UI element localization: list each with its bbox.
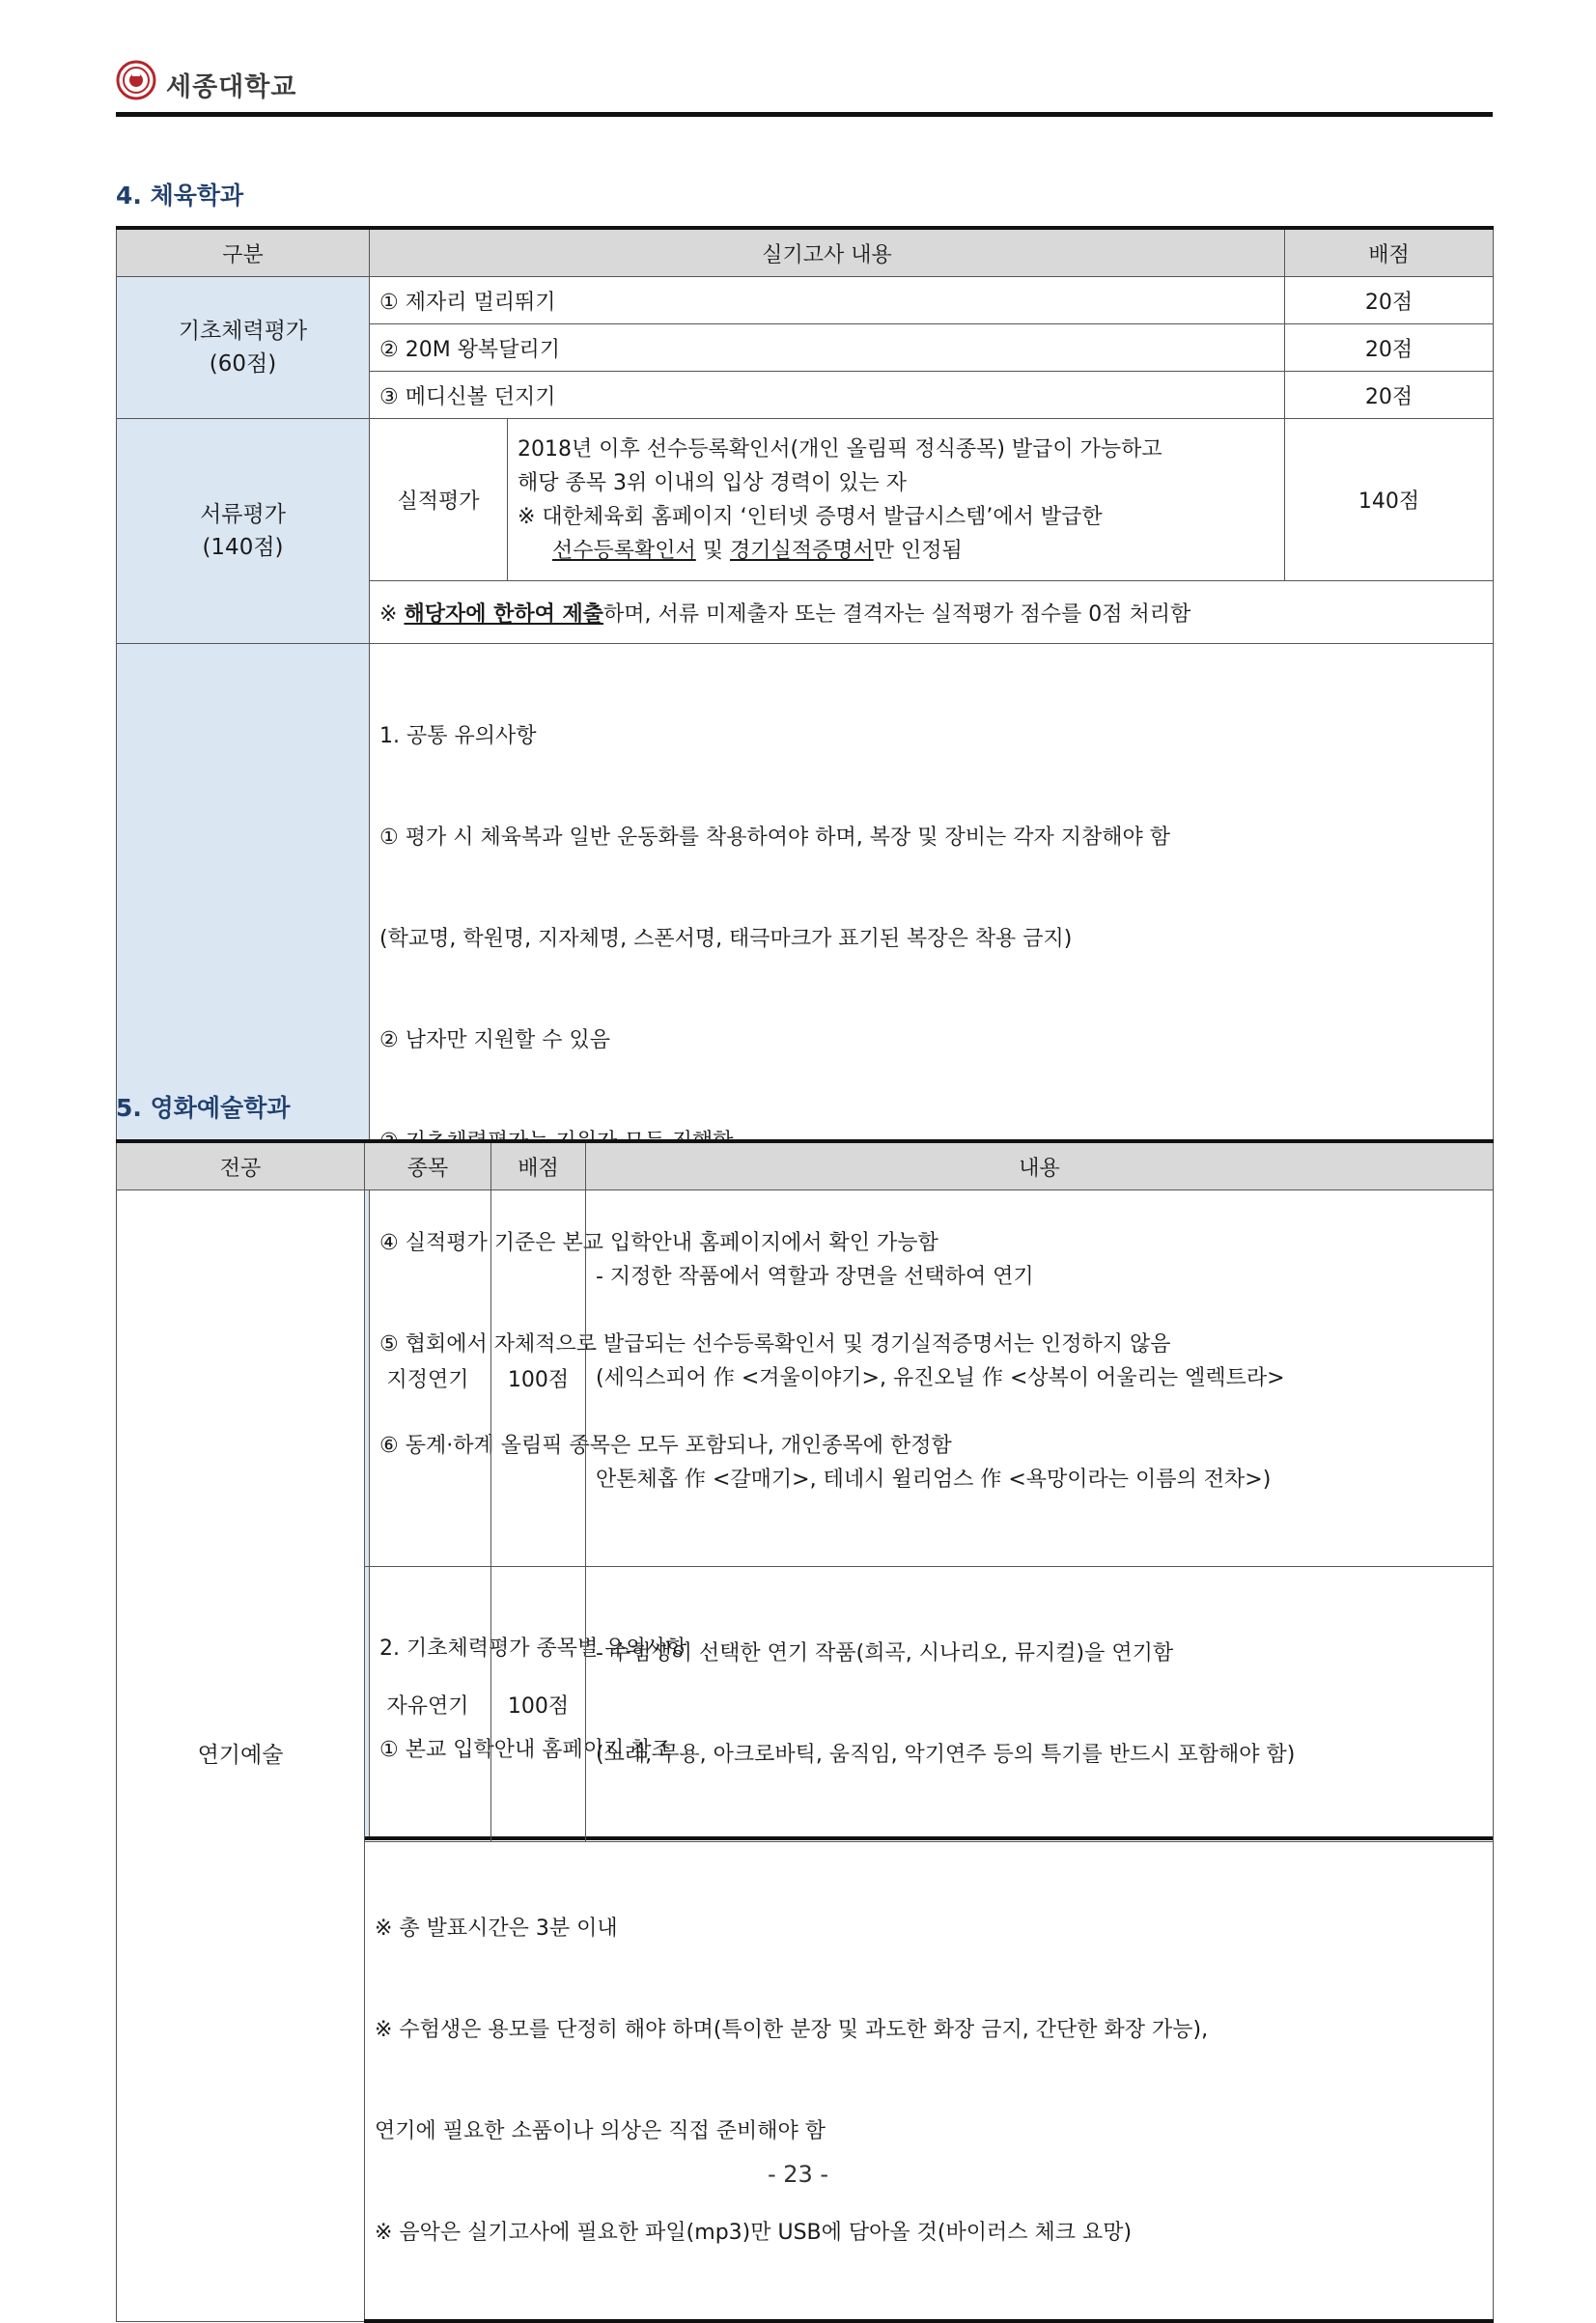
performance-criteria: 2018년 이후 선수등록확인서(개인 올림픽 정식종목) 발급이 가능하고 해당 종목 3위 이내의 입상 경력이 있는 자 ※ 대한체육회 홈페이지 ‘인터넷 증명서 발급시스템’에서 발급한 선수등록확인서 및 경기실적증명서만 인정됨 [508,419,1285,581]
table-header-row [117,228,1494,277]
header-item: 종목 [365,1141,491,1190]
university-seal-icon [116,60,156,100]
score-designated-acting: 100점 [491,1190,586,1567]
header-content: 실기고사 내용 [370,228,1285,277]
score-free-acting: 100점 [491,1567,586,1842]
item-shuttle-run: ② 20M 왕복달리기 [370,324,1285,372]
page-header [116,54,1493,117]
score-medicine-ball: 20점 [1285,372,1494,419]
score-document: 140점 [1285,419,1494,581]
header-major: 전공 [117,1141,365,1190]
header-score: 배점 [491,1141,586,1190]
item-designated-acting: 지정연기 [365,1190,491,1567]
table-row [117,277,1494,324]
table-row [117,419,1494,581]
table-row [117,1190,1494,1567]
major-acting-arts: 연기예술 [117,1190,365,2322]
section-title-physical-education: 4. 체육학과 [116,182,244,210]
item-medicine-ball: ③ 메디신볼 던지기 [370,372,1285,419]
header-score: 배점 [1285,228,1494,277]
score-standing-jump: 20점 [1285,277,1494,324]
sub-category-performance: 실적평가 [370,419,508,581]
section-title-film-arts: 5. 영화예술학과 [116,1094,291,1122]
content-designated-acting: - 지정한 작품에서 역할과 장면을 선택하여 연기 (세익스피어 作 <겨울이야기>, 유진오닐 作 <상복이 어울리는 엘렉트라> 안톤체홉 作 <갈매기>, 테네시 윌리엄스 作 <욕망이라는 이름의 전차>) [586,1190,1494,1567]
score-shuttle-run: 20점 [1285,324,1494,372]
category-basic-fitness: 기초체력평가 (60점) [117,277,370,419]
category-document-review: 서류평가 (140점) [117,419,370,644]
document-note: ※ 해당자에 한하여 제출하며, 서류 미제출자 또는 결격자는 실적평가 점수를 0점 처리함 [370,581,1494,644]
item-standing-jump: ① 제자리 멀리뛰기 [370,277,1285,324]
film-arts-table [116,1139,1494,2323]
header-content: 내용 [586,1141,1494,1190]
table-header-row [117,1141,1494,1190]
item-free-acting: 자유연기 [365,1567,491,1842]
film-arts-notes: ※ 총 발표시간은 3분 이내 ※ 수험생은 용모를 단정히 해야 하며(특이한 분장 및 과도한 화장 금지, 간단한 화장 가능), 연기에 필요한 소품이나 의상은 직접 준비해야 함 ※ 음악은 실기고사에 필요한 파일(mp3)만 USB에 담아올 것(바이러스 체크 요망) [365,1842,1494,2322]
university-name: 세종대학교 [166,72,297,102]
notes-content: 1. 공통 유의사항 ① 평가 시 체육복과 일반 운동화를 착용하여야 하며, 복장 및 장비는 각자 지참해야 함 (학교명, 학원명, 지자체명, 스폰서명, 태극마크가 표기된 복장은 착용 금지) ② 남자만 지원할 수 있음 ④ 실적평가 기준은 본교 입학안내 홈페이지에서 확인 가능함 ⑤ 협회에서 자체적으로 발급되는 선수등록확인서 및 경기실적증명서는 인정하지 않음 ⑥ 동계·하계 올림픽 종목은 모두 포함되나, 개인종목에 한정함 2. 기초체력평가 종목별 유의사항 ① 본교 입학안내 홈페이지 참조 [370,644,1494,1839]
content-free-acting: - 수험생이 선택한 연기 작품(희곡, 시나리오, 뮤지컬)을 연기함 (노래, 무용, 아크로바틱, 움직임, 악기연주 등의 특기를 반드시 포함해야 함) [586,1567,1494,1842]
header-category: 구분 [117,228,370,277]
page-number: - 23 - [767,2161,829,2188]
